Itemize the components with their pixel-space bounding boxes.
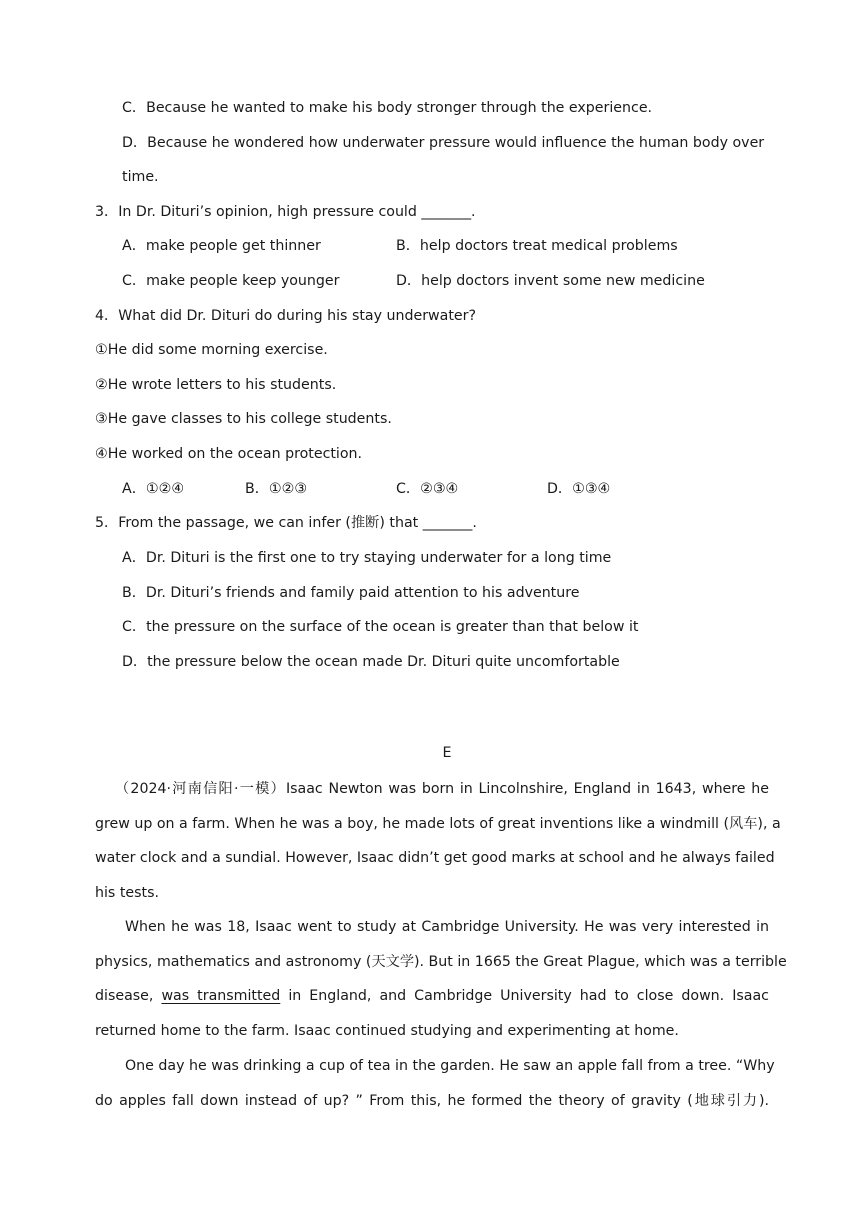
section-heading: E bbox=[442, 745, 452, 761]
q5-option-d: D．the pressure below the ocean made Dr. Dituri quite uncomfortable bbox=[122, 654, 620, 670]
q5-option-a: A．Dr. Dituri is the first one to try staying underwater for a long time bbox=[122, 550, 612, 566]
q4-option-d: D．①③④ bbox=[547, 481, 611, 497]
q4-item-4: ④He worked on the ocean protection. bbox=[95, 446, 363, 462]
paragraph-line: （2024·河南信阳·一模）Isaac Newton was born in Lincolnshire, England in 1643, where he bbox=[115, 781, 769, 797]
paragraph-line: water clock and a sundial. However, Isaac didn’t get good marks at school and he always failed bbox=[95, 850, 775, 867]
q4-stem: 4．What did Dr. Dituri do during his stay underwater? bbox=[95, 308, 477, 324]
text-segment: disease, bbox=[95, 988, 154, 1005]
q4-item-1: ①He did some morning exercise. bbox=[95, 342, 328, 358]
passage-paragraph-2 bbox=[95, 917, 787, 1055]
q2-option-c: C．Because he wanted to make his body stronger through the experience. bbox=[122, 100, 653, 116]
passage-paragraph-3 bbox=[95, 1056, 775, 1125]
q3-option-c: C．make people keep younger bbox=[122, 273, 340, 289]
text-segment: in England, and Cambridge University had to close down. Isaac bbox=[288, 988, 769, 1005]
paragraph-line: do apples fall down instead of up? ” From this, he formed the theory of gravity (地球引力). bbox=[95, 1092, 769, 1109]
q4-option-a: A．①②④ bbox=[122, 481, 185, 497]
q3-option-d: D．help doctors invent some new medicine bbox=[396, 273, 705, 289]
q2-option-d-line1: D．Because he wondered how underwater pressure would influence the human body over bbox=[122, 135, 765, 151]
q4-option-b: B．①②③ bbox=[245, 481, 308, 497]
q2-option-d-line2: time. bbox=[122, 169, 159, 185]
q5-option-b: B．Dr. Dituri’s friends and family paid attention to his adventure bbox=[122, 585, 580, 601]
q5-option-c: C．the pressure on the surface of the ocean is greater than that below it bbox=[122, 619, 639, 635]
paragraph-line: returned home to the farm. Isaac continued studying and experimenting at home. bbox=[95, 1022, 679, 1039]
q3-stem: 3．In Dr. Dituri’s opinion, high pressure could _______. bbox=[95, 204, 476, 220]
paragraph-line: When he was 18, Isaac went to study at Cambridge University. He was very interested in bbox=[125, 919, 769, 935]
q5-stem: 5．From the passage, we can infer (推断) that _______. bbox=[95, 515, 477, 531]
paragraph-line-with-underline bbox=[95, 986, 769, 1021]
q3-option-a: A．make people get thinner bbox=[122, 238, 321, 254]
q3-option-b: B．help doctors treat medical problems bbox=[396, 238, 678, 254]
paragraph-line: One day he was drinking a cup of tea in the garden. He saw an apple fall from a tree. “Why bbox=[125, 1058, 775, 1074]
underlined-phrase: was transmitted bbox=[161, 988, 281, 1005]
paragraph-line: grew up on a farm. When he was a boy, he made lots of great inventions like a windmill (风车), a bbox=[95, 815, 781, 832]
paragraph-line: his tests. bbox=[95, 884, 159, 901]
q4-option-c: C．②③④ bbox=[396, 481, 459, 497]
paragraph-line: physics, mathematics and astronomy (天文学). But in 1665 the Great Plague, which was a terrible bbox=[95, 953, 787, 970]
q4-item-3: ③He gave classes to his college students. bbox=[95, 411, 392, 427]
q4-item-2: ②He wrote letters to his students. bbox=[95, 377, 337, 393]
passage-paragraph-1 bbox=[95, 779, 781, 917]
